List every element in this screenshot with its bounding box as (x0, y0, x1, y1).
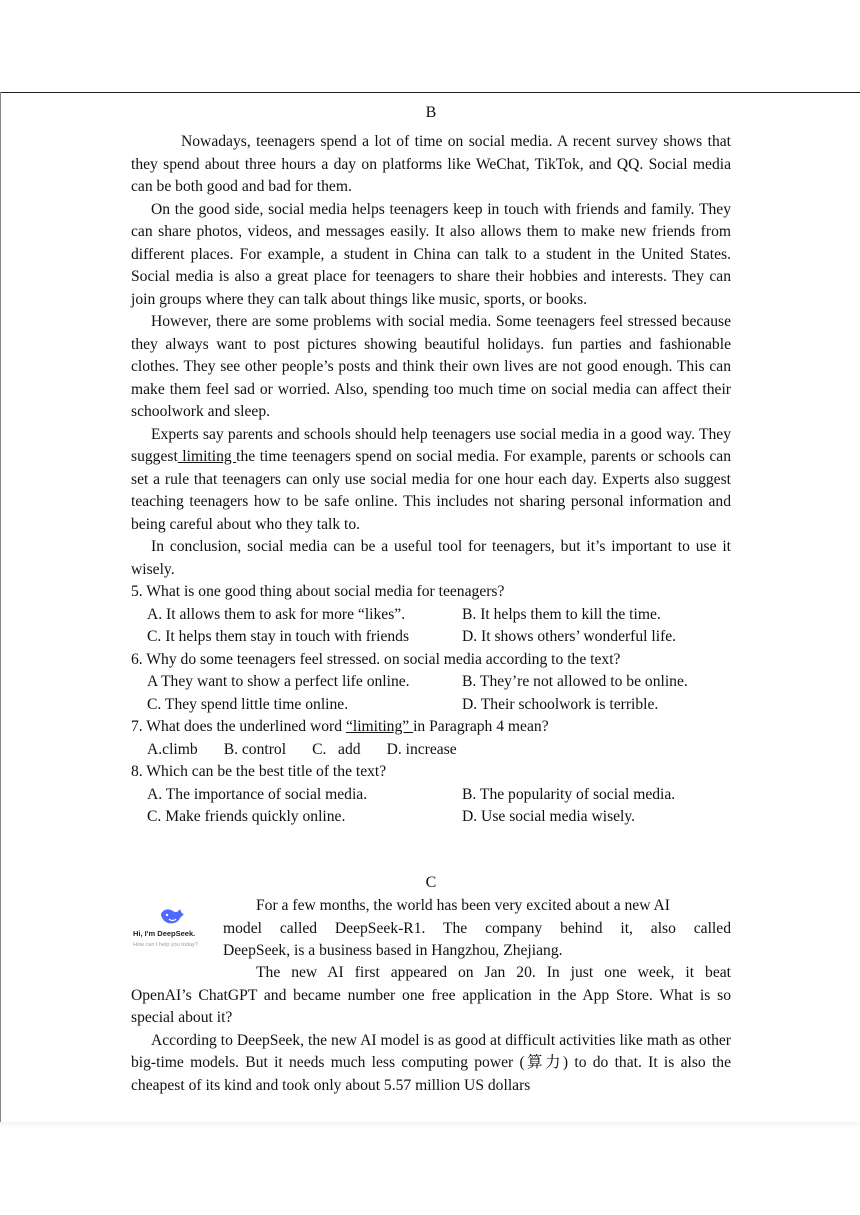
question-6-options-row-1 (131, 671, 731, 694)
logo-title: Hi, I'm DeepSeek. (133, 929, 196, 938)
question-7-stem-text-a: 7. What does the underlined word (131, 718, 346, 735)
question-6-option-a: A They want to show a perfect life online. (147, 673, 410, 690)
question-7-option-d: D. increase (386, 740, 457, 758)
deepseek-whale-icon (159, 905, 185, 927)
section-b-passage (131, 131, 731, 829)
question-8-option-a: A. The importance of social media. (147, 785, 368, 803)
paragraph-5: In conclusion, social media can be a useful tool for teenagers, but it’s important to use it wisely. (131, 538, 731, 578)
question-6-option-d: D. Their schoolwork is terrible. (462, 695, 659, 713)
question-5-options-row-2 (131, 626, 731, 649)
question-8-option-d: D. Use social media wisely. (462, 808, 636, 825)
para-2-line-1: The new AI first appeared on Jan 20. In just one week, it beat (256, 964, 731, 981)
logo-subtitle: How can I help you today? (133, 942, 198, 948)
para-1-line-3: DeepSeek, is a business based in Hangzhou, Zhejiang. (223, 942, 563, 959)
page-top-border (0, 92, 860, 93)
question-7 (131, 716, 731, 761)
question-5-option-b: B. It helps them to kill the time. (462, 605, 661, 623)
question-5-option-a: A. It allows them to ask for more “likes”. (147, 605, 406, 623)
underlined-word-limiting: limiting (177, 448, 237, 465)
page-left-border (0, 92, 1, 1126)
para-1-line-2: model called DeepSeek-R1. The company behind it, also called (223, 919, 731, 937)
paragraph-2: On the good side, social media helps teenagers keep in touch with friends and family. They can share photos, videos, and messages easily. It also allows them to make new friends from different places. For example, a student in China can talk to a student in the United States. Social media is also a great place for teenagers to share their hobbies and interests. They can join groups where they can talk about things like music, sports, or books. (131, 200, 731, 308)
question-7-underlined-word: “limiting” (345, 718, 414, 735)
paragraph-4 (131, 424, 731, 537)
question-7-options (131, 739, 731, 762)
question-7-option-a: A.climb (147, 740, 198, 758)
question-6-options-row-2 (131, 694, 731, 717)
section-c-para-3: According to DeepSeek, the new AI model is as good at difficult activities like math as other big-time models. But it needs much less computing power (算力) to do that. It is also the cheapest of its kind and took only about 5.57 million US dollars (131, 1031, 731, 1094)
section-c-heading: C (425, 874, 437, 891)
deepseek-logo (133, 905, 223, 957)
question-5-options-row-1 (131, 604, 731, 627)
question-8-options-row-1 (131, 784, 731, 807)
question-8-option-b: B. The popularity of social media. (462, 785, 676, 803)
para-2-rest: OpenAI’s ChatGPT and became number one free application in the App Store. What is so special about it? (131, 986, 731, 1026)
paragraph-3: However, there are some problems with social media. Some teenagers feel stressed because they always want to post pictures showing beautiful holidays. fun parties and fashionable clothes. They see other people’s posts and think their own lives are not good enough. This can make them feel sad or worried. Also, spending too much time on social media can affect their schoolwork and sleep. (131, 313, 731, 420)
question-7-stem (131, 716, 731, 739)
question-5-stem: 5. What is one good thing about social media for teenagers? (131, 583, 505, 600)
question-5 (131, 581, 731, 649)
page-bottom-fade (0, 1122, 860, 1128)
question-6 (131, 649, 731, 717)
section-c-para-1 (223, 895, 731, 963)
question-6-option-b: B. They’re not allowed to be online. (462, 673, 688, 690)
para-1-line-1: For a few months, the world has been very excited about a new AI (256, 897, 670, 914)
question-8-option-c: C. Make friends quickly online. (147, 808, 346, 825)
section-b-heading: B (425, 104, 437, 121)
question-5-option-d: D. It shows others’ wonderful life. (462, 628, 677, 645)
question-6-option-c: C. They spend little time online. (147, 695, 349, 713)
paragraph-1: Nowadays, teenagers spend a lot of time on social media. A recent survey shows that they spend about three hours a day on platforms like WeChat, TikTok, and QQ. Social media can be both good and bad for them. (131, 133, 731, 195)
question-8-options-row-2 (131, 806, 731, 829)
question-8-stem: 8. Which can be the best title of the text? (131, 763, 387, 780)
question-7-stem-text-b: in Paragraph 4 mean? (413, 718, 549, 735)
section-c-para-2 (131, 962, 731, 1097)
paragraph-4-text-a: Experts say parents and schools should help teenagers use social media in a good way. They suggest (131, 425, 731, 465)
paragraph-4-text-b: the time teenagers spend on social media. For example, parents or schools can set a rule that teenagers can only use social media for one hour each day. Experts also suggest teaching teenagers how to be safe online. This includes not sharing personal information and being careful about who they talk to. (131, 448, 731, 533)
question-7-option-c: C. add (312, 740, 361, 758)
question-8 (131, 761, 731, 829)
question-7-option-b: B. control (223, 740, 287, 758)
question-6-stem: 6. Why do some teenagers feel stressed. on social media according to the text? (131, 650, 621, 668)
question-5-option-c: C. It helps them stay in touch with friends (147, 628, 410, 645)
